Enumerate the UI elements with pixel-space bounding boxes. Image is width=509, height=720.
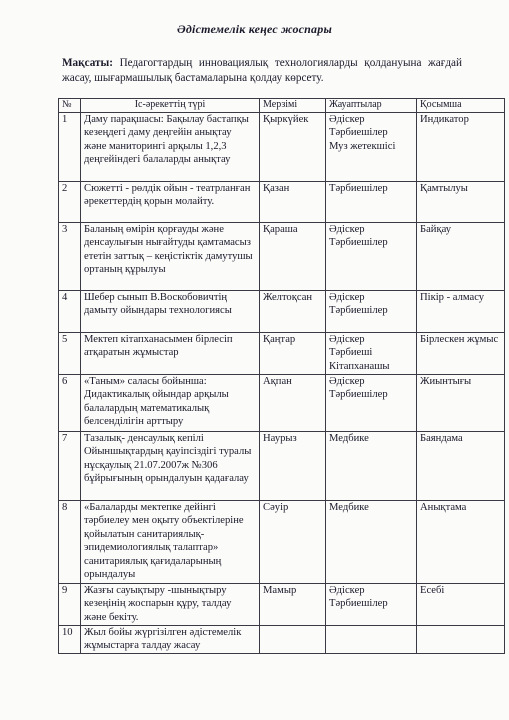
row-number: 7	[59, 432, 81, 501]
document-title: Әдістемелік кеңес жоспары	[177, 22, 332, 36]
plan-table	[58, 98, 505, 654]
row-extra: Индикатор	[417, 113, 505, 182]
row-deadline: Желтоқсан	[260, 291, 326, 333]
row-number: 3	[59, 223, 81, 291]
responsible-entry: Әдіскер	[329, 224, 365, 235]
responsible-entry: Әдіскер	[329, 292, 365, 303]
row-responsible	[326, 223, 417, 291]
row-responsible	[326, 432, 417, 501]
table-row	[59, 291, 505, 333]
header-deadline: Мерзімі	[260, 99, 326, 113]
row-number: 9	[59, 584, 81, 626]
row-extra: Байқау	[417, 223, 505, 291]
purpose-label: Мақсаты:	[62, 57, 113, 69]
row-extra: Баяндама	[417, 432, 505, 501]
row-activity: Баланың өмірін қорғауды және денсаулығын нығайтуды қамтамасыз ететін заттық – кеңістіктік дамутушы ортаның құрылуы	[81, 223, 260, 291]
responsible-entry: Тәрбиешілер	[329, 127, 388, 139]
row-deadline: Қаңтар	[260, 333, 326, 375]
row-responsible	[326, 182, 417, 223]
responsible-entry: Тәрбиешілер	[329, 183, 388, 194]
table-row	[59, 432, 505, 501]
row-activity: Даму парақшасы: Бақылау бастапқы кезеңдегі даму деңгейін анықтау және маниторингі арқылы 1,2,3 деңгейіндегі балаларды анықтау	[81, 113, 260, 182]
row-deadline: Наурыз	[260, 432, 326, 501]
row-extra: Қамтылуы	[417, 182, 505, 223]
header-activity: Іс-әрекеттің түрі	[81, 99, 260, 113]
row-extra: Анықтама	[417, 501, 505, 584]
row-deadline: Қыркүйек	[260, 113, 326, 182]
row-responsible	[326, 375, 417, 432]
row-responsible	[326, 584, 417, 626]
table-row	[59, 223, 505, 291]
row-number: 8	[59, 501, 81, 584]
row-responsible	[326, 626, 417, 654]
row-number: 1	[59, 113, 81, 182]
row-extra: Бірлескен жұмыс	[417, 333, 505, 375]
row-activity: Шебер сынып В.Воскобовичтің дамыту ойындары технологиясы	[81, 291, 260, 333]
row-activity: Жыл бойы жүргізілген әдістемелік жұмыстарға талдау жасау	[81, 626, 260, 654]
row-deadline: Мамыр	[260, 584, 326, 626]
row-extra: Есебі	[417, 584, 505, 626]
responsible-entry: Әдіскер	[329, 585, 365, 596]
responsible-entry: Медбике	[329, 502, 369, 513]
row-responsible	[326, 113, 417, 182]
row-activity: «Балаларды мектепке дейінгі тәрбиелеу мен оқыту объектілеріне қойылатын санитариялық-эпидемиологиялық талаптар» санитариялық қағидаларының орындалуы	[81, 501, 260, 584]
header-number: №	[59, 99, 81, 113]
table-row	[59, 333, 505, 375]
row-extra	[417, 626, 505, 654]
row-number: 4	[59, 291, 81, 333]
row-deadline: Қазан	[260, 182, 326, 223]
header-extra: Қосымша	[417, 99, 505, 113]
row-responsible	[326, 291, 417, 333]
row-deadline: Ақпан	[260, 375, 326, 432]
table-row	[59, 501, 505, 584]
table-row	[59, 584, 505, 626]
responsible-entry: Әдіскер	[329, 114, 365, 125]
table-row	[59, 113, 505, 182]
responsible-entry: Медбике	[329, 433, 369, 444]
row-number: 6	[59, 375, 81, 432]
row-responsible	[326, 501, 417, 584]
row-extra: Пікір - алмасу	[417, 291, 505, 333]
responsible-entry: Тәрбиешілер	[329, 389, 388, 401]
responsible-entry: Тәрбиешілер	[329, 598, 388, 610]
row-activity: Тазалық- денсаулық кепілі Ойыншықтардың қауіпсіздігі туралы нұсқаулық 21.07.2007ж №306 бұйрығының орындалуын қадағалау	[81, 432, 260, 501]
responsible-entry: Кітапханашы	[329, 360, 390, 372]
row-deadline	[260, 626, 326, 654]
responsible-entry: Әдіскер	[329, 376, 365, 387]
table-row	[59, 375, 505, 432]
responsible-entry: Тәрбиешілер	[329, 237, 388, 249]
row-number: 10	[59, 626, 81, 654]
row-extra: Жиынтығы	[417, 375, 505, 432]
row-responsible	[326, 333, 417, 375]
row-activity: «Таным» саласы бойынша: Дидактикалық ойындар арқылы балалардың математикалық белсенділігін арттыру	[81, 375, 260, 432]
row-deadline: Қараша	[260, 223, 326, 291]
row-number: 5	[59, 333, 81, 375]
responsible-entry: Муз жетекшісі	[329, 140, 396, 152]
table-row	[59, 182, 505, 223]
purpose-paragraph	[62, 56, 462, 86]
responsible-entry: Әдіскер	[329, 334, 365, 345]
responsible-entry: Тәрбиеші	[329, 347, 373, 359]
header-responsible: Жауаптылар	[326, 99, 417, 113]
row-activity: Мектеп кітапханасымен бірлесіп атқаратын жұмыстар	[81, 333, 260, 375]
row-number: 2	[59, 182, 81, 223]
row-activity: Жазғы сауықтыру -шынықтыру кезеңінің жоспарын құру, талдау және бекіту.	[81, 584, 260, 626]
row-activity: Сюжетті - рөлдік ойын - театрланған әрекеттердің қорын молайту.	[81, 182, 260, 223]
purpose-text: Педагогтардың инновациялық технологияларды қолдануына жағдай жасау, шығармашылық бастамаларына қолдау көрсету.	[62, 57, 462, 84]
table-row	[59, 626, 505, 654]
responsible-entry: Тәрбиешілер	[329, 305, 388, 317]
row-deadline: Сәуір	[260, 501, 326, 584]
table-header-row	[59, 99, 505, 113]
